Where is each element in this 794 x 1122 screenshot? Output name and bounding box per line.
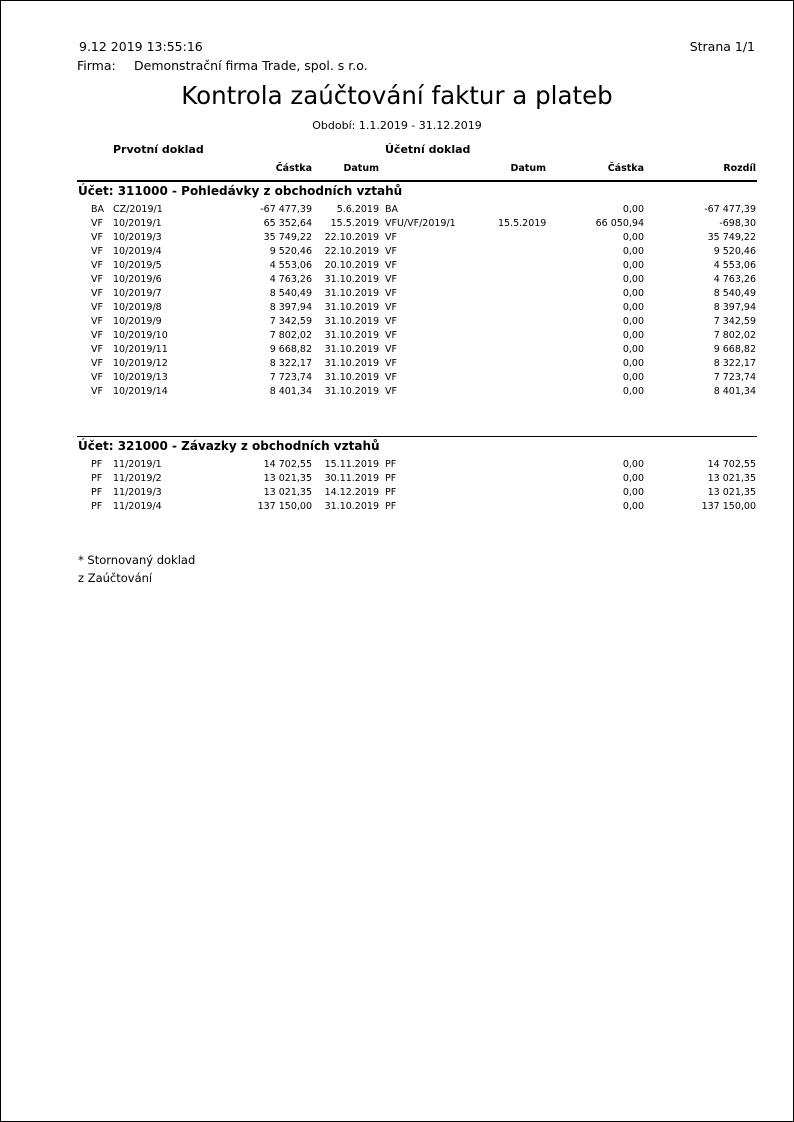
doc-number: 11/2019/2 (113, 473, 162, 484)
amount: 9 520,46 (269, 246, 312, 257)
difference: 9 668,82 (713, 344, 756, 355)
date: 31.10.2019 (324, 316, 379, 327)
accounting-doc: VF (385, 246, 397, 257)
doc-type: PF (91, 473, 103, 484)
table-row (1, 246, 793, 260)
accounting-amount: 0,00 (622, 232, 644, 243)
page-number: Strana 1/1 (689, 39, 755, 54)
note-source: z Zaúčtování (78, 571, 153, 585)
section-title-311000: Účet: 311000 - Pohledávky z obchodních vztahů (78, 184, 403, 198)
doc-number: 10/2019/11 (113, 344, 168, 355)
accounting-amount: 0,00 (622, 344, 644, 355)
difference: 8 322,17 (713, 358, 756, 369)
difference: 35 749,22 (707, 232, 756, 243)
date: 31.10.2019 (324, 330, 379, 341)
doc-type: VF (91, 274, 103, 285)
table-row (1, 330, 793, 344)
accounting-doc: VF (385, 344, 397, 355)
table-row (1, 232, 793, 246)
doc-type: VF (91, 218, 103, 229)
table-row (1, 386, 793, 400)
doc-number: 11/2019/1 (113, 459, 162, 470)
difference: -698,30 (719, 218, 756, 229)
table-row (1, 302, 793, 316)
col-primary-doc: Prvotní doklad (113, 143, 204, 156)
amount: 4 763,26 (269, 274, 312, 285)
col-amount: Částka (275, 163, 312, 174)
accounting-doc: VF (385, 386, 397, 397)
table-row (1, 218, 793, 232)
accounting-doc: PF (385, 459, 397, 470)
report-period: Období: 1.1.2019 - 31.12.2019 (312, 119, 482, 132)
doc-number: 10/2019/6 (113, 274, 162, 285)
difference: 4 763,26 (713, 274, 756, 285)
doc-number: 10/2019/12 (113, 358, 168, 369)
doc-number: 10/2019/14 (113, 386, 168, 397)
doc-number: 11/2019/3 (113, 487, 162, 498)
amount: 8 540,49 (269, 288, 312, 299)
amount: 14 702,55 (263, 459, 312, 470)
doc-type: VF (91, 372, 103, 383)
difference: 13 021,35 (707, 473, 756, 484)
difference: 13 021,35 (707, 487, 756, 498)
accounting-doc: PF (385, 487, 397, 498)
date: 15.11.2019 (324, 459, 379, 470)
table-row (1, 316, 793, 330)
table-row (1, 260, 793, 274)
accounting-doc: VF (385, 232, 397, 243)
accounting-doc: VF (385, 288, 397, 299)
accounting-doc: VF (385, 372, 397, 383)
accounting-amount: 0,00 (622, 358, 644, 369)
accounting-amount: 0,00 (622, 204, 644, 215)
doc-type: VF (91, 288, 103, 299)
amount: 4 553,06 (269, 260, 312, 271)
date: 15.5.2019 (330, 218, 379, 229)
table-row (1, 473, 793, 487)
doc-number: CZ/2019/1 (113, 204, 163, 215)
doc-number: 11/2019/4 (113, 501, 162, 512)
difference: 9 520,46 (713, 246, 756, 257)
difference: 7 802,02 (713, 330, 756, 341)
table-row (1, 344, 793, 358)
amount: 7 723,74 (269, 372, 312, 383)
accounting-amount: 0,00 (622, 288, 644, 299)
amount: 13 021,35 (263, 473, 312, 484)
print-datetime: 9.12 2019 13:55:16 (79, 39, 203, 54)
doc-type: VF (91, 386, 103, 397)
accounting-amount: 0,00 (622, 459, 644, 470)
difference: 8 401,34 (713, 386, 756, 397)
amount: 7 802,02 (269, 330, 312, 341)
date: 31.10.2019 (324, 358, 379, 369)
amount: -67 477,39 (260, 204, 312, 215)
accounting-doc: VF (385, 358, 397, 369)
accounting-doc: VF (385, 274, 397, 285)
doc-type: VF (91, 358, 103, 369)
table-row (1, 459, 793, 473)
col-difference: Rozdíl (723, 163, 756, 174)
doc-type: VF (91, 232, 103, 243)
col-accounting-doc: Účetní doklad (385, 143, 471, 156)
accounting-amount: 0,00 (622, 372, 644, 383)
table-row (1, 288, 793, 302)
accounting-amount: 0,00 (622, 330, 644, 341)
date: 20.10.2019 (324, 260, 379, 271)
date: 31.10.2019 (324, 372, 379, 383)
doc-number: 10/2019/8 (113, 302, 162, 313)
doc-type: VF (91, 330, 103, 341)
accounting-amount: 0,00 (622, 246, 644, 257)
section-title-321000: Účet: 321000 - Závazky z obchodních vztahů (78, 439, 380, 453)
accounting-amount: 0,00 (622, 260, 644, 271)
doc-type: BA (91, 204, 105, 215)
doc-number: 10/2019/9 (113, 316, 162, 327)
accounting-doc: PF (385, 501, 397, 512)
section-rule (77, 436, 757, 437)
difference: 7 342,59 (713, 316, 756, 327)
date: 31.10.2019 (324, 302, 379, 313)
date: 31.10.2019 (324, 274, 379, 285)
amount: 65 352,64 (263, 218, 312, 229)
accounting-doc: VF (385, 330, 397, 341)
doc-number: 10/2019/1 (113, 218, 162, 229)
col-acc-date: Datum (510, 163, 546, 174)
doc-type: VF (91, 246, 103, 257)
accounting-amount: 0,00 (622, 473, 644, 484)
date: 14.12.2019 (324, 487, 379, 498)
accounting-doc: VF (385, 260, 397, 271)
accounting-doc: BA (385, 204, 399, 215)
accounting-amount: 66 050,94 (595, 218, 644, 229)
doc-type: VF (91, 316, 103, 327)
table-row (1, 204, 793, 218)
date: 31.10.2019 (324, 288, 379, 299)
col-acc-amount: Částka (607, 163, 644, 174)
accounting-doc: VF (385, 316, 397, 327)
date: 31.10.2019 (324, 386, 379, 397)
doc-type: VF (91, 302, 103, 313)
accounting-doc: VF (385, 302, 397, 313)
accounting-amount: 0,00 (622, 386, 644, 397)
difference: 14 702,55 (707, 459, 756, 470)
amount: 9 668,82 (269, 344, 312, 355)
accounting-date: 15.5.2019 (498, 218, 547, 229)
difference: 137 150,00 (701, 501, 756, 512)
header-rule (77, 180, 757, 182)
difference: 7 723,74 (713, 372, 756, 383)
doc-type: PF (91, 501, 103, 512)
date: 31.10.2019 (324, 501, 379, 512)
doc-number: 10/2019/3 (113, 232, 162, 243)
date: 22.10.2019 (324, 232, 379, 243)
doc-number: 10/2019/4 (113, 246, 162, 257)
date: 5.6.2019 (336, 204, 379, 215)
doc-number: 10/2019/5 (113, 260, 162, 271)
amount: 8 397,94 (269, 302, 312, 313)
amount: 8 401,34 (269, 386, 312, 397)
amount: 35 749,22 (263, 232, 312, 243)
table-row (1, 358, 793, 372)
doc-type: VF (91, 260, 103, 271)
accounting-amount: 0,00 (622, 274, 644, 285)
table-row (1, 372, 793, 386)
accounting-doc: VFU/VF/2019/1 (385, 218, 456, 229)
accounting-amount: 0,00 (622, 302, 644, 313)
date: 22.10.2019 (324, 246, 379, 257)
doc-number: 10/2019/7 (113, 288, 162, 299)
difference: -67 477,39 (704, 204, 756, 215)
date: 31.10.2019 (324, 344, 379, 355)
report-title: Kontrola zaúčtování faktur a plateb (181, 81, 613, 110)
table-row (1, 274, 793, 288)
doc-number: 10/2019/13 (113, 372, 168, 383)
difference: 8 397,94 (713, 302, 756, 313)
table-row (1, 487, 793, 501)
doc-type: PF (91, 487, 103, 498)
doc-type: PF (91, 459, 103, 470)
accounting-amount: 0,00 (622, 316, 644, 327)
table-row (1, 501, 793, 515)
accounting-doc: PF (385, 473, 397, 484)
col-date: Datum (343, 163, 379, 174)
accounting-amount: 0,00 (622, 501, 644, 512)
firm-label: Firma: (77, 58, 116, 73)
difference: 4 553,06 (713, 260, 756, 271)
doc-type: VF (91, 344, 103, 355)
firm-name: Demonstrační firma Trade, spol. s r.o. (134, 58, 368, 73)
amount: 7 342,59 (269, 316, 312, 327)
accounting-amount: 0,00 (622, 487, 644, 498)
amount: 137 150,00 (257, 501, 312, 512)
date: 30.11.2019 (324, 473, 379, 484)
amount: 8 322,17 (269, 358, 312, 369)
difference: 8 540,49 (713, 288, 756, 299)
note-storno: * Stornovaný doklad (78, 553, 196, 567)
doc-number: 10/2019/10 (113, 330, 168, 341)
amount: 13 021,35 (263, 487, 312, 498)
